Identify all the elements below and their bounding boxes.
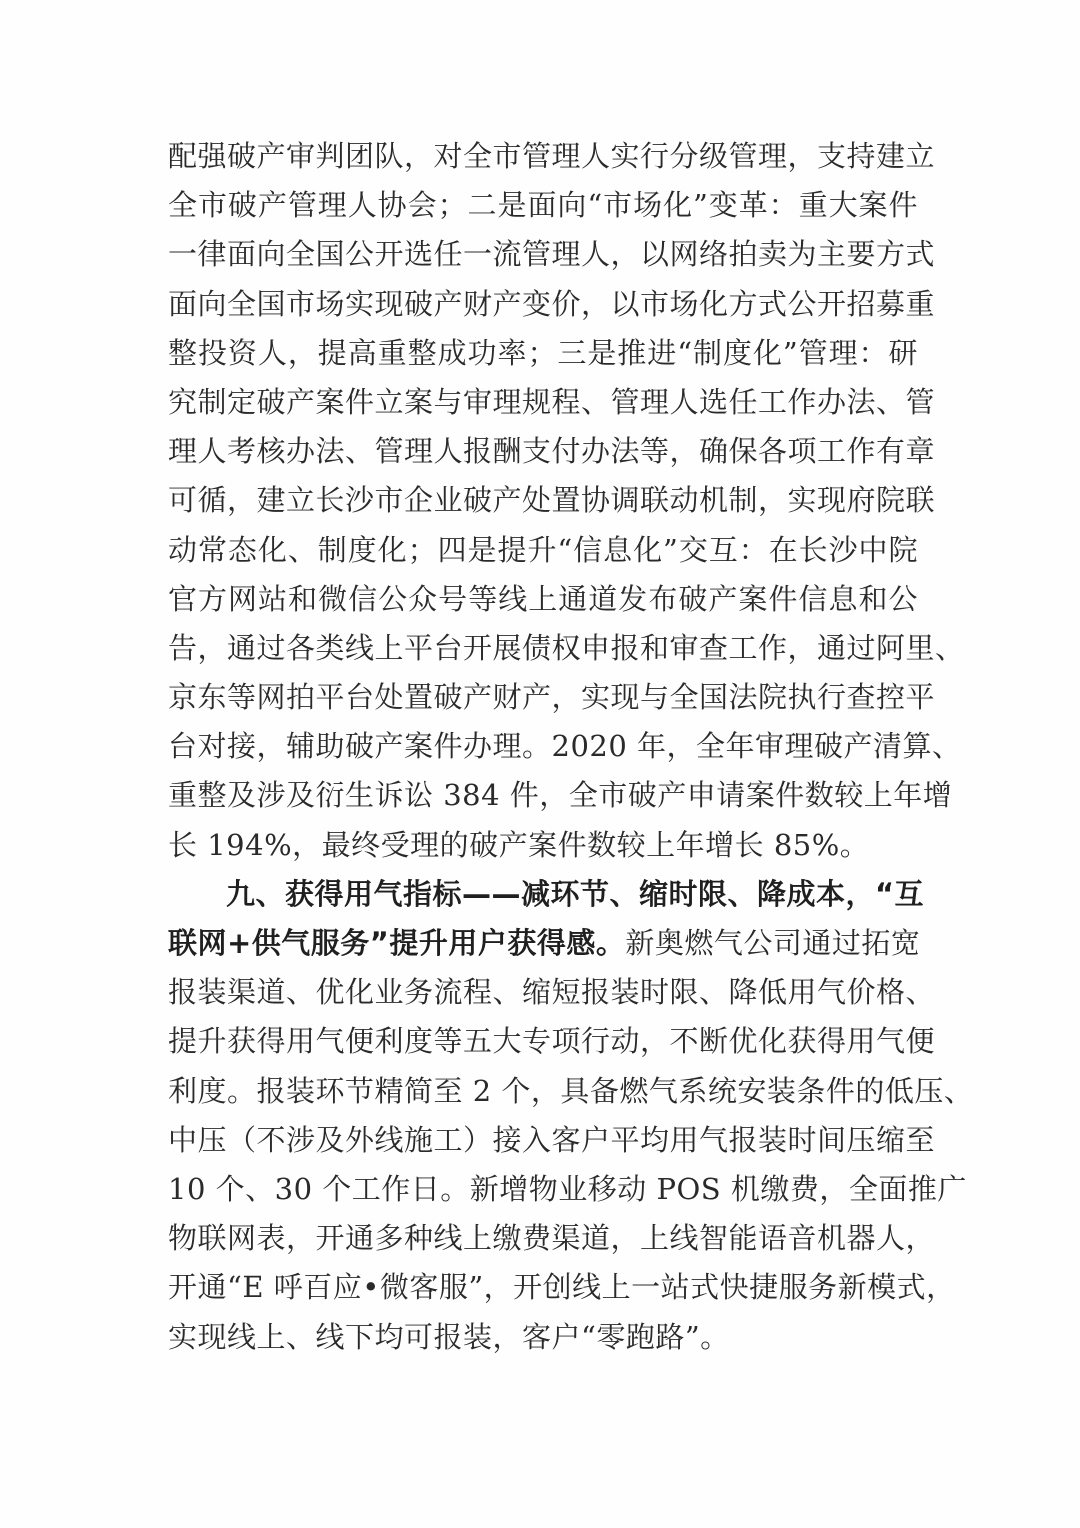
paragraph-line: 动常态化、制度化；四是提升“信息化”交互：在长沙中院 [168,532,918,567]
paragraph-line: 全市破产管理人协会；二是面向“市场化”变革：重大案件 [168,188,918,223]
paragraph-line: 配强破产审判团队，对全市管理人实行分级管理，支持建立 [168,139,936,173]
paragraph-line: 报装渠道、优化业务流程、缩短报装时限、降低用气价格、 [168,975,936,1010]
paragraph-line: 一律面向全国公开选任一流管理人，以网络拍卖为主要方式 [168,237,936,272]
section-heading-continued [168,919,921,968]
paragraph-line: 台对接，辅助破产案件办理。2020 年，全年审理破产清算、 [168,729,962,764]
paragraph-line: 开通“E 呼百应•微客服”，开创线上一站式快捷服务新模式， [168,1270,956,1305]
paragraph-line: 长 194%，最终受理的破产案件数较上年增长 85%。 [168,827,870,862]
paragraph-line: 面向全国市场实现破产财产变价，以市场化方式公开招募重 [168,286,936,321]
paragraph-line: 提升获得用气便利度等五大专项行动，不断优化获得用气便 [168,1024,936,1059]
paragraph-text: 新奥燃气公司通过拓宽 [625,926,921,960]
paragraph-line: 10 个、30 个工作日。新增物业移动 POS 机缴费，全面推广 [168,1171,967,1206]
paragraph-line: 利度。报装环节精简至 2 个，具备燃气系统安装条件的低压、 [168,1073,974,1108]
body-text [168,132,974,1362]
paragraph-line: 理人考核办法、管理人报酬支付办法等，确保各项工作有章 [168,434,936,469]
paragraph-line: 究制定破产案件立案与审理规程、管理人选任工作办法、管 [168,384,936,419]
section-heading-tail: 联网+供气服务”提升用户获得感。 [168,926,626,960]
paragraph-line: 京东等网拍平台处置破产财产，实现与全国法院执行查控平 [168,680,936,715]
paragraph-line: 物联网表，开通多种线上缴费渠道，上线智能语音机器人， [168,1221,936,1256]
paragraph-line: 官方网站和微信公众号等线上通道发布破产案件信息和公 [168,581,918,616]
paragraph-line: 中压（不涉及外线施工）接入客户平均用气报装时间压缩至 [168,1122,936,1157]
paragraph-line: 重整及涉及衍生诉讼 384 件，全市破产申请案件数较上年增 [168,778,953,813]
section-heading: 九、获得用气指标——减环节、缩时限、降成本，“互 [226,876,925,911]
paragraph-line: 可循，建立长沙市企业破产处置协调联动机制，实现府院联 [168,483,936,518]
paragraph-line: 告，通过各类线上平台开展债权申报和审查工作，通过阿里、 [168,630,965,665]
paragraph-line: 实现线上、线下均可报装，客户“零跑路”。 [168,1319,730,1354]
paragraph-line: 整投资人，提高重整成功率；三是推进“制度化”管理：研 [168,335,918,370]
